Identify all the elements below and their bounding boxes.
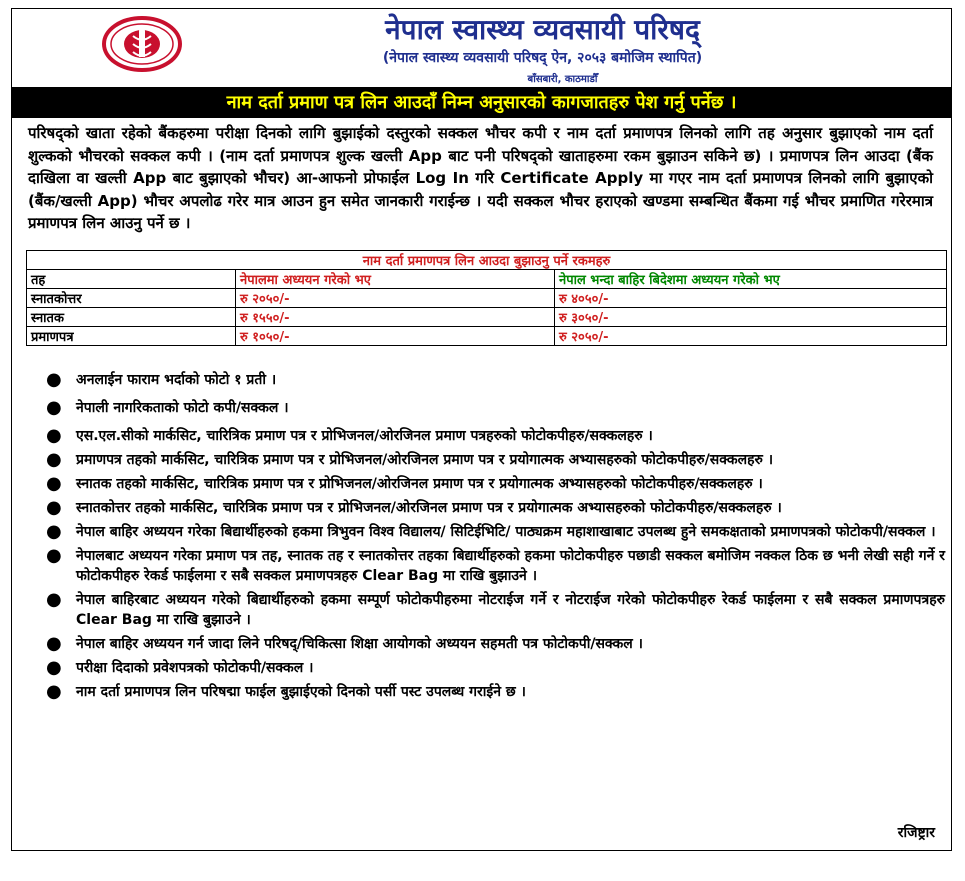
row-fee-abroad: रु ४०५०/- (555, 289, 947, 308)
list-item (40, 522, 945, 542)
fee-table-caption-row (27, 251, 947, 270)
notice-banner: नाम दर्ता प्रमाण पत्र लिन आउदाँ निम्न अनुसारको कागजातहरु पेश गर्नु पर्नेछ । (12, 87, 951, 118)
list-item-text: परीक्षा दिदाको प्रवेशपत्रको फोटोकपी/सक्कल । (76, 660, 314, 676)
bullet-dot-icon: ● (46, 473, 62, 494)
bullet-dot-icon: ● (46, 657, 62, 678)
row-fee-abroad: रु २०५०/- (555, 327, 947, 346)
bullet-dot-icon: ● (46, 521, 62, 542)
list-item (40, 474, 945, 494)
list-item-text: स्नातक तहको मार्कसिट, चारित्रिक प्रमाण पत्र र प्रोभिजनल/ओरजिनल प्रमाण पत्र र प्रयोगात्मक अभ्यासहरुको फोटोकपीहरु/सक्कलहरु । (76, 476, 763, 492)
list-item-text: नेपाली नागरिकताको फोटो कपी/सक्कल । (76, 400, 289, 416)
row-fee-nepal: रु १५५०/- (236, 308, 555, 327)
table-row (27, 289, 947, 308)
bullet-dot-icon: ● (46, 497, 62, 518)
bullet-dot-icon: ● (46, 589, 62, 610)
list-item (40, 634, 945, 654)
row-level: स्नातकोत्तर (27, 289, 236, 308)
list-item (40, 398, 945, 418)
requirements-list (40, 370, 945, 702)
list-item-text: स्नातकोत्तर तहको मार्कसिट, चारित्रिक प्रमाण पत्र र प्रोभिजनल/ओरजिनल प्रमाण पत्र र प्रयोगात्मक अभ्यासहरुको फोटोकपीहरु/सक्कलहरु । (76, 500, 782, 516)
table-row (27, 327, 947, 346)
list-item (40, 370, 945, 390)
list-item-text: अनलाईन फाराम भर्दाको फोटो १ प्रती । (76, 372, 277, 388)
list-item (40, 590, 945, 630)
fee-table-caption: नाम दर्ता प्रमाणपत्र लिन आउदा बुझाउनु पर्ने रकमहरु (27, 251, 947, 270)
row-level: स्नातक (27, 308, 236, 327)
row-fee-nepal: रु १०५०/- (236, 327, 555, 346)
list-item (40, 450, 945, 470)
row-fee-nepal: रु २०५०/- (236, 289, 555, 308)
list-item (40, 682, 945, 702)
row-fee-abroad: रु ३०५०/- (555, 308, 947, 327)
row-level: प्रमाणपत्र (27, 327, 236, 346)
bullet-dot-icon: ● (46, 681, 62, 702)
list-item-text: नेपाल बाहिरबाट अध्ययन गरेको बिद्यार्थीहरुको हकमा सम्पूर्ण फोटोकपीहरुमा नोटराईज गर्ने र नोटराईज गरेको फोटोकपीहरु रेकर्ड फाईलमा र सबै सक्कल प्रमाणपत्रहरु Clear Bag मा राखि बुझाउने । (76, 592, 945, 628)
header-nepal: नेपालमा अध्ययन गरेको भए (236, 270, 555, 289)
list-item-text: प्रमाणपत्र तहको मार्कसिट, चारित्रिक प्रमाण पत्र र प्रोभिजनल/ओरजिनल प्रमाण पत्र र प्रयोगात्मक अभ्यासहरुको फोटोकपीहरु/सक्कलहरु । (76, 452, 774, 468)
list-item-text: नेपालबाट अध्ययन गरेका प्रमाण पत्र तह, स्नातक तह र स्नातकोत्तर तहका बिद्यार्थीहरुको हकमा फोटोकपीहरु पछाडी सक्कल बमोजिम नक्कल ठिक छ भनी लेखी सही गर्ने र फोटोकपीहरु रेकर्ड फाईलमा र सबै सक्कल प्रमाणपत्रहरु Clear Bag मा राखि बुझाउने । (76, 548, 945, 584)
registrar-signature: रजिष्ट्रार (897, 825, 935, 841)
list-item (40, 426, 945, 446)
list-item (40, 498, 945, 518)
fee-table-header-row (27, 270, 947, 289)
table-row (27, 308, 947, 327)
header-level: तह (27, 270, 236, 289)
header-abroad: नेपाल भन्दा बाहिर बिदेशमा अध्ययन गरेको भए (555, 270, 947, 289)
list-item-text: एस.एल.सीको मार्कसिट, चारित्रिक प्रमाण पत्र र प्रोभिजनल/ओरजिनल प्रमाण पत्रहरुको फोटोकपीहरु/सक्कलहरु । (76, 428, 653, 444)
bullet-dot-icon: ● (46, 449, 62, 470)
list-item (40, 546, 945, 586)
fee-table (26, 250, 947, 346)
list-item-text: नेपाल बाहिर अध्ययन गरेका बिद्यार्थीहरुको हकमा त्रिभुवन विश्व विद्यालय/ सिटिईभिटि/ पाठ्यक्रम महाशाखाबाट उपलब्ध हुने समकक्षताको प्रमाणपत्रको फोटोकपी/सक्कल । (76, 524, 936, 540)
council-title: नेपाल स्वास्थ्य व्यवसायी परिषद् (385, 13, 700, 46)
bullet-dot-icon: ● (46, 369, 62, 390)
council-subtitle: (नेपाल स्वास्थ्य व्यवसायी परिषद् ऐन, २०५३ बमोजिम स्थापित) (382, 50, 703, 66)
bullet-dot-icon: ● (46, 397, 62, 418)
list-item (40, 658, 945, 678)
list-item-text: नेपाल बाहिर अध्ययन गर्न जादा लिने परिषद्/चिकित्सा शिक्षा आयोगको अध्ययन सहमती पत्र फोटोकपी/सक्कल । (76, 636, 643, 652)
bullet-dot-icon: ● (46, 633, 62, 654)
bullet-dot-icon: ● (46, 425, 62, 446)
intro-paragraph: परिषद्को खाता रहेको बैंकहरुमा परीक्षा दिनको लागि बुझाईको दस्तुरको सक्कल भौचर कपी र नाम दर्ता प्रमाणपत्र लिनको लागि तह अनुसार बुझाएको नाम दर्ता शुल्कको भौचरको सक्कल कपी । (नाम दर्ता प्रमाणपत्र शुल्क खल्ती App बाट पनी परिषद्को खाताहरुमा रकम बुझाउन सकिने छ) । प्रमाणपत्र लिन आउदा (बैंक दाखिला वा खल्ती App बाट बुझाएको भौचर) आ-आफनो प्रोफाईल Log In गरि Certificate Apply मा गएर नाम दर्ता प्रमाणपत्र लिनको लागि बुझाएको (बैंक/खल्ती App) भौचर अपलोढ गरेर मात्र आउन हुन समेत जानकारी गराईन्छ । यदी सक्कल भौचर हराएको खण्डमा सम्बन्धित बैंकमा गई भौचर प्रमाणित गरेरमात्र प्रमाणपत्र लिन आउनु पर्ने छ । (28, 124, 933, 232)
bullet-dot-icon: ● (46, 545, 62, 566)
council-location: बाँसबारी, काठमाडौँ (527, 74, 598, 85)
list-item-text: नाम दर्ता प्रमाणपत्र लिन परिषद्मा फाईल बुझाईएको दिनको पर्सी पस्ट उपलब्ध गराईने छ । (76, 684, 526, 700)
